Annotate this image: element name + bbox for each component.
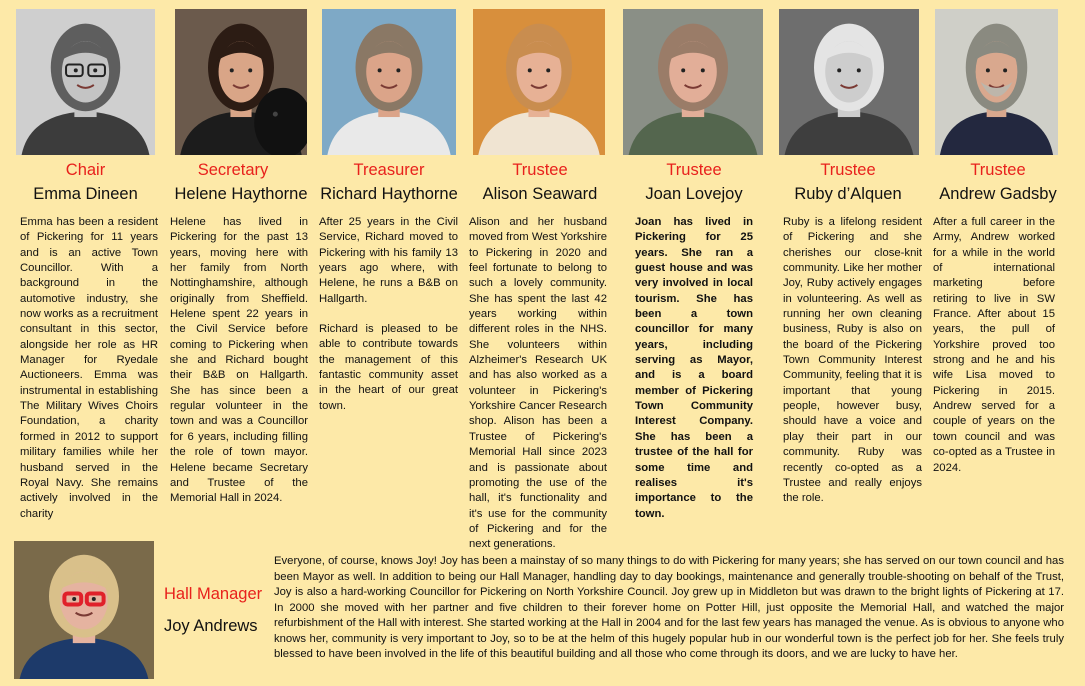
member-bio	[635, 215, 753, 522]
member-bio	[319, 215, 458, 414]
bio-paragraph: After 25 years in the Civil Service, Richard moved to Pickering with his family 13 years ago where, with Helene, he runs a B&B on Hallgarth.	[319, 216, 458, 305]
member-role: Treasurer	[353, 161, 425, 179]
member-role: Chair	[65, 161, 106, 179]
hall-manager-bio: Everyone, of course, knows Joy! Joy has been a mainstay of so many things to do with Pickering for many years; she has served on our town council and has been Mayor as well. In addition to being our Hall Manager, handling day to day bookings, maintenance and generally trouble-shooting on behalf of the Trust, Joy is also a hard-working Councillor for Pickering on North Yorkshire Council. Joy grew up in Middleton but was drawn to the bright lights of Pickering at 17. In 2000 she moved with her partner and five children to their forever home on Potter Hill, just opposite the Memorial Hall, and watched the major refurbishment of the Hall with interest. She started working at the Hall in 2004 and for the last few years has managed the venue. As is obvious to anyone who knows her, community is very important to Joy, so to be at the helm of this hugely popular hub in our wonderful town is the perfect job for her. She feels truly blessed to have been involved in the life of this beautiful building and all those who come through its doors, and we are lucky to have her.	[274, 555, 1064, 660]
bio-paragraph: Joan has lived in Pickering for 25 years. She ran a guest house and was very involved in local tourism. She has been a town councillor for many years, including serving as Mayor, and is a board member of Pickering Town Community Interest Company. She has been a trustee of the hall for some time and realises it's importance to the town.	[635, 216, 753, 520]
member-photo	[935, 9, 1058, 155]
hall-manager-photo	[14, 541, 154, 679]
bio-paragraph: Richard is pleased to be able to contribute towards the management of this fantastic community asset in the heart of our great town.	[319, 323, 458, 412]
bio-paragraph: Alison and her husband moved from West Yorkshire to Pickering in 2020 and feel fortunate to belong to such a lovely community. She has spent the last 42 years working within different roles in the NHS. She volunteers within Alzheimer's Research UK and has also worked as a volunteer in Pickering's Yorkshire Cancer Research shop. Alison has been a Trustee of Pickering's Memorial Hall since 2023 and is passionate about promoting the use of the hall, it's functionality and it's use for the community of Pickering and for the next generations.	[469, 216, 607, 551]
portrait-image	[935, 9, 1058, 155]
member-bio	[933, 215, 1055, 476]
hall-manager-name: Joy Andrews	[164, 617, 258, 635]
portrait-image	[779, 9, 919, 155]
member-bio	[783, 215, 922, 507]
member-name: Emma Dineen	[33, 185, 138, 203]
portrait-image	[473, 9, 605, 155]
member-name: Andrew Gadsby	[939, 185, 1057, 203]
member-bio	[170, 215, 308, 507]
member-photo	[175, 9, 307, 155]
member-photo	[623, 9, 763, 155]
portrait-image	[175, 9, 307, 155]
member-role: Trustee	[970, 161, 1026, 179]
member-photo	[16, 9, 155, 155]
member-photo	[322, 9, 456, 155]
portrait-image	[623, 9, 763, 155]
member-photo	[779, 9, 919, 155]
hall-manager-role: Hall Manager	[164, 585, 263, 603]
member-bio	[20, 215, 158, 522]
member-name: Joan Lovejoy	[645, 185, 743, 203]
member-name: Ruby d’Alquen	[794, 185, 902, 203]
bio-paragraph: Helene has lived in Pickering for the past 13 years, moving here with her family from North Nottinghamshire, although originally from Sheffield. Helene spent 22 years in the Civil Service before coming to Pickering when she and Richard bought their B&B on Hallgarth. She has since been a regular volunteer in the town and was a Councillor for 6 years, including filling the role of town mayor. Helene became Secretary and Trustee of the Memorial Hall in 2024.	[170, 216, 308, 505]
portrait-image	[16, 9, 155, 155]
bio-paragraph: Emma has been a resident of Pickering for 11 years and is an active Town Councillor. With a background in the automotive industry, she now works as a recruitment consultant in this sector, alongside her role as HR Manager for Ryedale Auctioneers. Emma was instrumental in establishing The Military Wives Choirs Foundation, a charity formed in 2012 to support military families while her husband served in the Royal Navy. She remains actively involved in the charity	[20, 216, 158, 520]
member-role: Trustee	[820, 161, 876, 179]
member-name: Richard Haythorne	[320, 185, 458, 203]
member-role: Trustee	[666, 161, 722, 179]
portrait-image	[14, 541, 154, 679]
member-role: Secretary	[197, 161, 269, 179]
bio-paragraph: Ruby is a lifelong resident of Pickering and she cherishes our close-knit community. Like her mother Joy, Ruby actively engages in volunteering. As well as running her own cleaning business, Ruby is also on the board of the Pickering Town Community Interest Community, feeling that it is important that young people, however busy, should have a voice and play their part in our community. Ruby was recently co-opted as a Trustee and really enjoys the role.	[783, 216, 922, 505]
member-role: Trustee	[512, 161, 568, 179]
bio-paragraph: After a full career in the Army, Andrew worked for a while in the world of international marketing before retiring to live in SW France. After about 15 years, the pull of Yorkshire proved too strong and he and his wife Lisa moved to Pickering in 2015. Andrew served for a couple of years on the town council and was co-opted as a Trustee in 2024.	[933, 216, 1055, 474]
member-bio	[469, 215, 607, 553]
portrait-image	[322, 9, 456, 155]
member-name: Alison Seaward	[482, 185, 598, 203]
member-name: Helene Haythorne	[174, 185, 308, 203]
member-photo	[473, 9, 605, 155]
